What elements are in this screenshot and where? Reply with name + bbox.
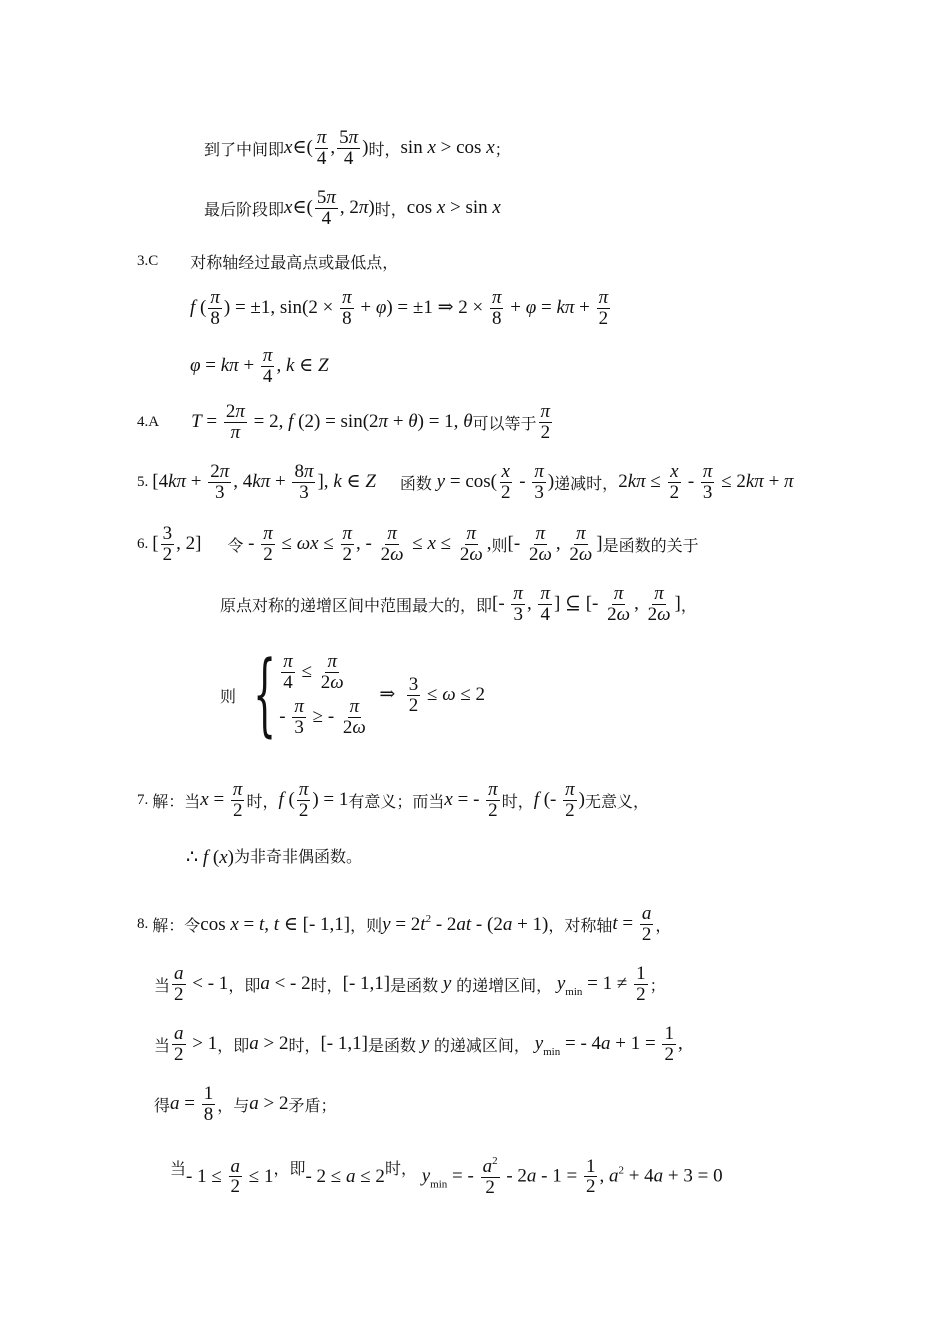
item-3-eq1: f ( $\frac{\pi}{8}$ ) = ±1, sin(2 × $\frac{\pi}{8}$ + φ) = ±1 ⇒ 2 × $\frac{\pi}{8}$ + φ = kπ + $\frac{\pi}{2}$ [190, 287, 609, 329]
item-7-conclusion: ∴ f (x) 为非奇非偶函数。 [186, 847, 362, 868]
item-6-system: 则 { $\frac{\pi}{4}$ ≤ $\frac{\pi}{2\omega}$ - $\frac{\pi}{3}$ ≥ - $\frac{\pi}{2\omega}$ ⇒ $\frac{3}{2}$ ≤ ω ≤ 2 [220, 642, 486, 747]
item-8-case1: 当 $\frac{a}{2}$ < - 1 ，即 a < - 2 时， [- 1,1] 是函数 y 的递增区间， $y_{min} = 1$ ≠ $\frac{1}{2}$ ； [154, 963, 666, 1005]
item-3-eq2: φ = kπ + $\frac{\pi}{4}$ , k ∈ Z [190, 345, 329, 387]
item-3-header: 3.C 对称轴经过最高点或最低点， [137, 253, 399, 272]
item-8-case3: 当 - 1 ≤ $\frac{a}{2}$ ≤ 1 ，即 - 2 ≤ a ≤ 2 时， $y_{min}$ = - $\frac{a^2}{2}$ - 2a - 1 = $\frac{1}{2}$ , $a^2 + 4a + 3 = 0$ [170, 1155, 723, 1198]
item-5: 5. [4kπ + $\frac{2\pi}{3}$ , 4kπ + $\frac{8\pi}{3}$ ], k ∈ Z 函数 y = cos( $\frac{x}{2}$ - $\frac{\pi}{3}$ ) 递减时， 2kπ ≤ $\frac{x}{2}$ - $\frac{\pi}{3}$ ≤ 2kπ + π [137, 461, 794, 503]
item-8-case2: 当 $\frac{a}{2}$ > 1 ，即 a > 2 时， [- 1,1] 是函数 y 的递减区间， $y_{min}$ = - 4a + 1 = $\frac{1}{2}$ , [154, 1023, 683, 1065]
item-6-line2: 原点对称的递增区间中范围最大的，即 [- $\frac{\pi}{3}$ , $\frac{\pi}{4}$ ] ⊆ [- $\frac{\pi}{2\omega}$ , $\frac{\pi}{2\omega}$ ] ， [220, 583, 697, 625]
item-8-contradiction: 得 a = $\frac{1}{8}$ ，与 a > 2 矛盾； [154, 1083, 337, 1125]
item-6: 6. [ $\frac{3}{2}$ , 2] 令 - $\frac{\pi}{2}$ ≤ ωx ≤ $\frac{\pi}{2}$ , - $\frac{\pi}{2\omega}$ ≤ x ≤ $\frac{\pi}{2\omega}$ , 则 [- $\frac{\pi}{2\omega}$ , $\frac{\pi}{2\omega}$ ] 是函数的关于 [137, 523, 699, 565]
item-8: 8. 解：令 cos x = t, t ∈ [- 1,1] ，则 $y = 2t^2 - 2at - (2a + 1)$ ，对称轴 t = $\frac{a}{2}$ ， [137, 903, 672, 945]
line-middle-stage: 到了中间即 x∈( $\frac{\pi}{4}$ , $\frac{5\pi}{4}$ ) 时， sin x > cos x ； [204, 127, 511, 169]
item-7: 7. 解：当 x = $\frac{\pi}{2}$ 时， f ( $\frac{\pi}{2}$ ) = 1 有意义；而当 x = - $\frac{\pi}{2}$ 时， f (- $\frac{\pi}{2}$ ) 无意义， [137, 779, 650, 821]
item-4: 4.A T = $\frac{2\pi}{\pi}$ = 2, f (2) = sin(2π + θ) = 1, θ 可以等于 $\frac{\pi}{2}$ [137, 401, 551, 443]
line-final-stage: 最后阶段即 x∈( $\frac{5\pi}{4}$ , 2π) 时， cos x > sin x [204, 187, 501, 229]
